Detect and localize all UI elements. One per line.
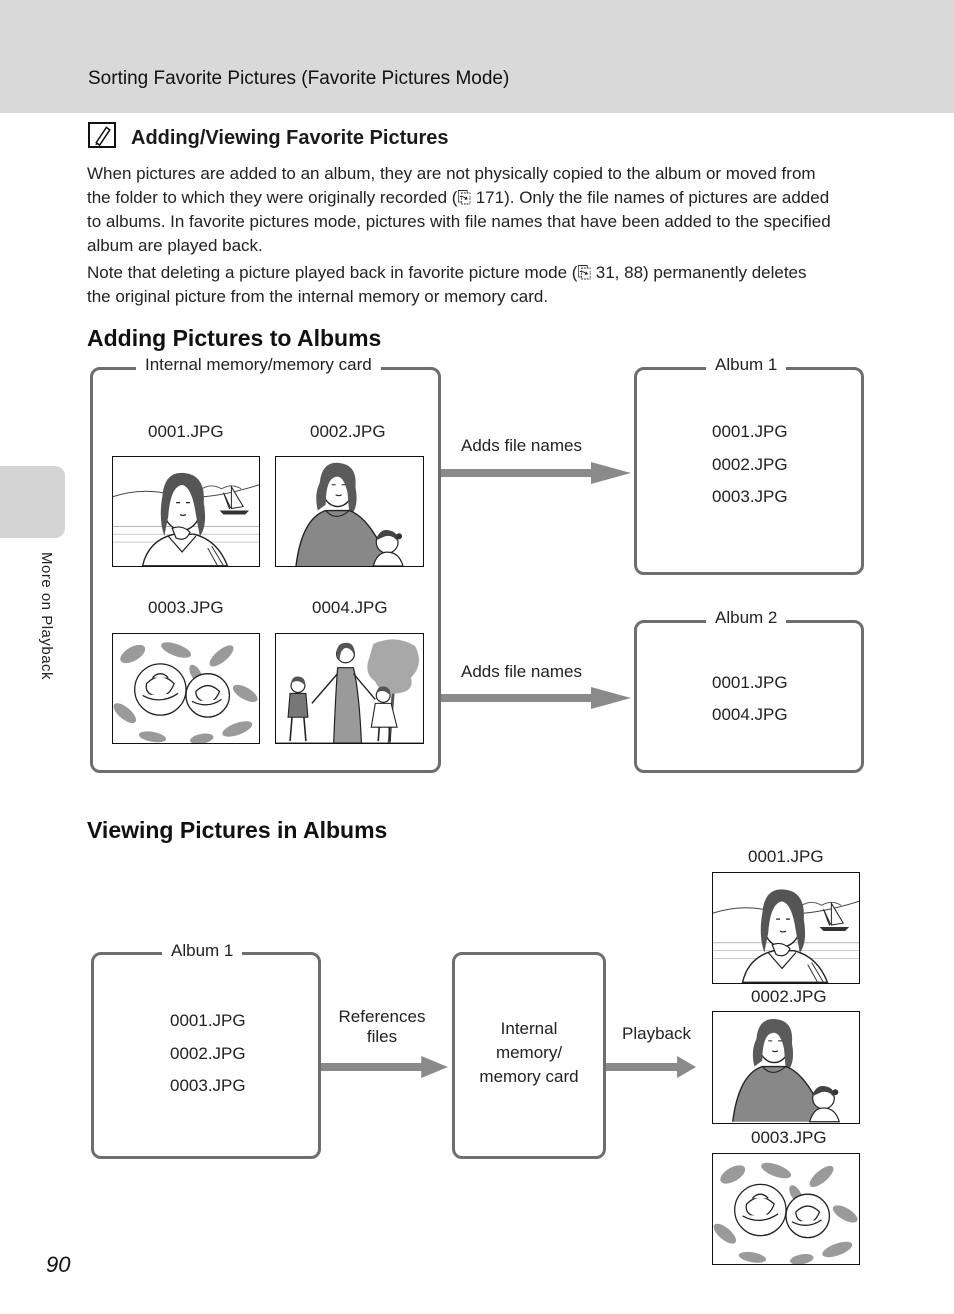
album-label: Album 2 bbox=[706, 608, 786, 628]
memory-label-line: memory/ bbox=[495, 1043, 563, 1062]
mother-child-picture bbox=[713, 1012, 859, 1123]
photo-filename: 0001.JPG bbox=[148, 422, 224, 441]
right-arrow-icon bbox=[441, 687, 631, 709]
album-label: Album 1 bbox=[162, 941, 242, 961]
arrow-label: Playback bbox=[622, 1024, 691, 1043]
page-number: 90 bbox=[46, 1252, 71, 1277]
photo-filename: 0004.JPG bbox=[312, 598, 388, 617]
paragraph-line: When pictures are added to an album, they are not physically copied to the album or moved from bbox=[87, 164, 816, 183]
memory-box-label bbox=[452, 1017, 606, 1089]
album-label: Album 1 bbox=[706, 355, 786, 375]
page-header-title: Sorting Favorite Pictures (Favorite Pictures Mode) bbox=[88, 68, 510, 89]
mother-child-picture bbox=[276, 457, 423, 566]
arrow-label-line: References bbox=[338, 1007, 426, 1026]
paragraph-line: to albums. In favorite pictures mode, pictures with file names that have been added to the specified bbox=[87, 212, 831, 231]
photo-filename: 0002.JPG bbox=[310, 422, 386, 441]
album-file-entry: 0001.JPG bbox=[170, 1011, 246, 1030]
source-memory-label: Internal memory/memory card bbox=[136, 355, 381, 375]
photo-thumbnail bbox=[112, 633, 260, 744]
memory-label-line: Internal bbox=[500, 1019, 558, 1038]
right-arrow-icon bbox=[321, 1056, 448, 1078]
paragraph-line: Note that deleting a picture played back in favorite picture mode (⎘ 31, 88) permanently deletes bbox=[87, 263, 807, 282]
woman-boat-picture bbox=[113, 457, 259, 566]
section-title-viewing: Viewing Pictures in Albums bbox=[87, 817, 388, 843]
woman-boat-picture bbox=[713, 873, 859, 983]
paragraph-line: album are played back. bbox=[87, 236, 263, 255]
album-file-entry: 0003.JPG bbox=[170, 1076, 246, 1095]
paragraph-line: the folder to which they were originally recorded (⎘ 171). Only the file names of pictures are added bbox=[87, 188, 830, 207]
album-file-entry: 0001.JPG bbox=[712, 673, 788, 692]
photo-filename: 0003.JPG bbox=[148, 598, 224, 617]
album-file-entry: 0002.JPG bbox=[712, 455, 788, 474]
flowers-picture bbox=[713, 1154, 859, 1264]
photo-thumbnail bbox=[275, 456, 424, 567]
right-arrow-icon bbox=[606, 1056, 696, 1078]
header-band bbox=[0, 0, 954, 113]
memory-label-line: memory card bbox=[479, 1067, 579, 1086]
album-2-box bbox=[634, 620, 864, 773]
chapter-tab-label: More on Playback bbox=[38, 552, 55, 681]
paragraph-line: the original picture from the internal memory or memory card. bbox=[87, 287, 549, 306]
photo-thumbnail bbox=[712, 872, 860, 984]
photo-thumbnail bbox=[712, 1153, 860, 1265]
photo-filename: 0001.JPG bbox=[748, 847, 824, 866]
right-arrow-icon bbox=[441, 462, 631, 484]
photo-thumbnail bbox=[275, 633, 424, 744]
album-file-entry: 0003.JPG bbox=[712, 487, 788, 506]
album-file-entry: 0004.JPG bbox=[712, 705, 788, 724]
chapter-tab bbox=[0, 466, 65, 538]
flowers-picture bbox=[113, 634, 259, 743]
album-file-entry: 0001.JPG bbox=[712, 422, 788, 441]
note-title: Adding/Viewing Favorite Pictures bbox=[131, 127, 449, 149]
photo-thumbnail bbox=[112, 456, 260, 567]
arrow-label bbox=[322, 1007, 442, 1047]
note-paragraph-2 bbox=[87, 261, 877, 309]
arrow-label: Adds file names bbox=[461, 436, 582, 455]
note-pencil-icon bbox=[88, 122, 116, 148]
note-paragraph-1 bbox=[87, 162, 877, 258]
family-picture bbox=[276, 634, 423, 743]
photo-filename: 0002.JPG bbox=[751, 987, 827, 1006]
photo-filename: 0003.JPG bbox=[751, 1128, 827, 1147]
album-file-entry: 0002.JPG bbox=[170, 1044, 246, 1063]
arrow-label: Adds file names bbox=[461, 662, 582, 681]
arrow-label-line: files bbox=[366, 1027, 398, 1046]
section-title-adding: Adding Pictures to Albums bbox=[87, 325, 382, 351]
photo-thumbnail bbox=[712, 1011, 860, 1124]
